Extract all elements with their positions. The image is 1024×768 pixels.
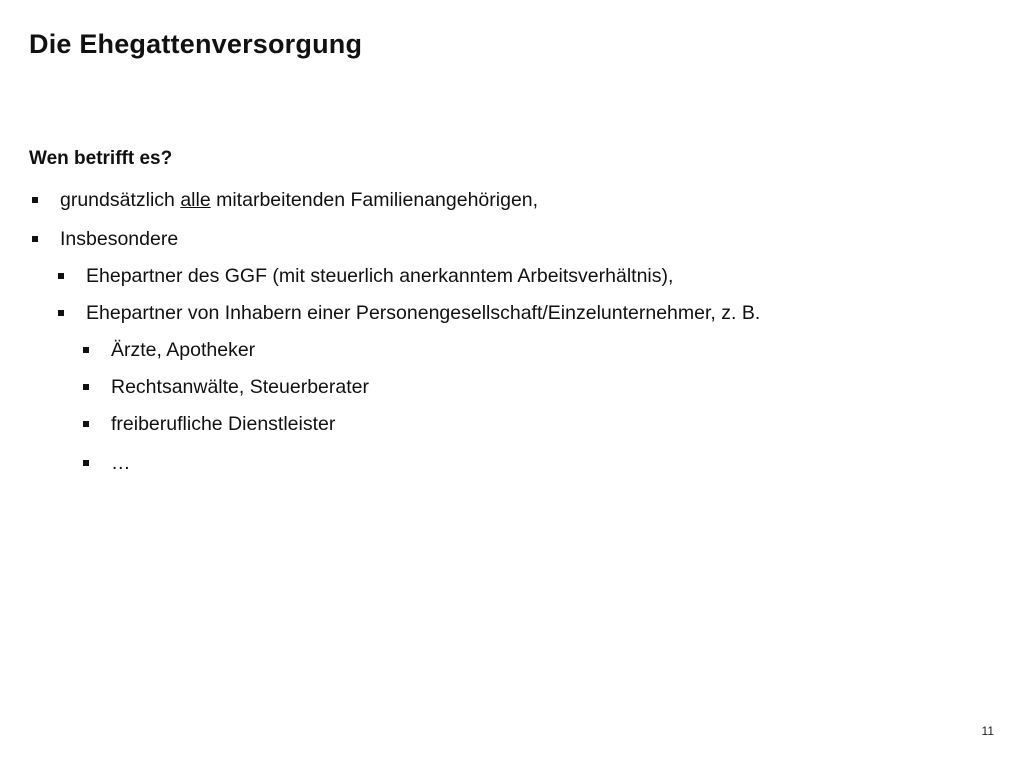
bullet-text: freiberufliche Dienstleister bbox=[111, 413, 336, 435]
square-bullet-icon bbox=[83, 421, 89, 427]
slide-title: Die Ehegattenversorgung bbox=[29, 29, 363, 59]
bullet-text-part: grundsätzlich bbox=[60, 189, 181, 211]
bullet-text: Ärzte, Apotheker bbox=[111, 339, 256, 361]
bullet-text bbox=[60, 188, 538, 212]
bullet-text-part: mitarbeitenden Familienangehörigen, bbox=[210, 189, 539, 211]
square-bullet-icon bbox=[58, 273, 64, 279]
bullet-text: Rechtsanwälte, Steuerberater bbox=[111, 376, 369, 398]
square-bullet-icon bbox=[83, 460, 89, 466]
square-bullet-icon bbox=[32, 236, 38, 242]
bullet-text: … bbox=[111, 452, 131, 474]
square-bullet-icon bbox=[32, 197, 38, 203]
bullet-text: Ehepartner von Inhabern einer Personengesellschaft/Einzelunternehmer, z. B. bbox=[86, 302, 761, 324]
bullet-text: Insbesondere bbox=[60, 228, 179, 250]
underlined-word: alle bbox=[180, 189, 211, 211]
square-bullet-icon bbox=[58, 310, 64, 316]
bullet-text: Ehepartner des GGF (mit steuerlich anerkanntem Arbeitsverhältnis), bbox=[86, 265, 674, 287]
section-heading: Wen betrifft es? bbox=[29, 148, 173, 169]
square-bullet-icon bbox=[83, 347, 89, 353]
page-number: 11 bbox=[981, 724, 994, 738]
square-bullet-icon bbox=[83, 384, 89, 390]
